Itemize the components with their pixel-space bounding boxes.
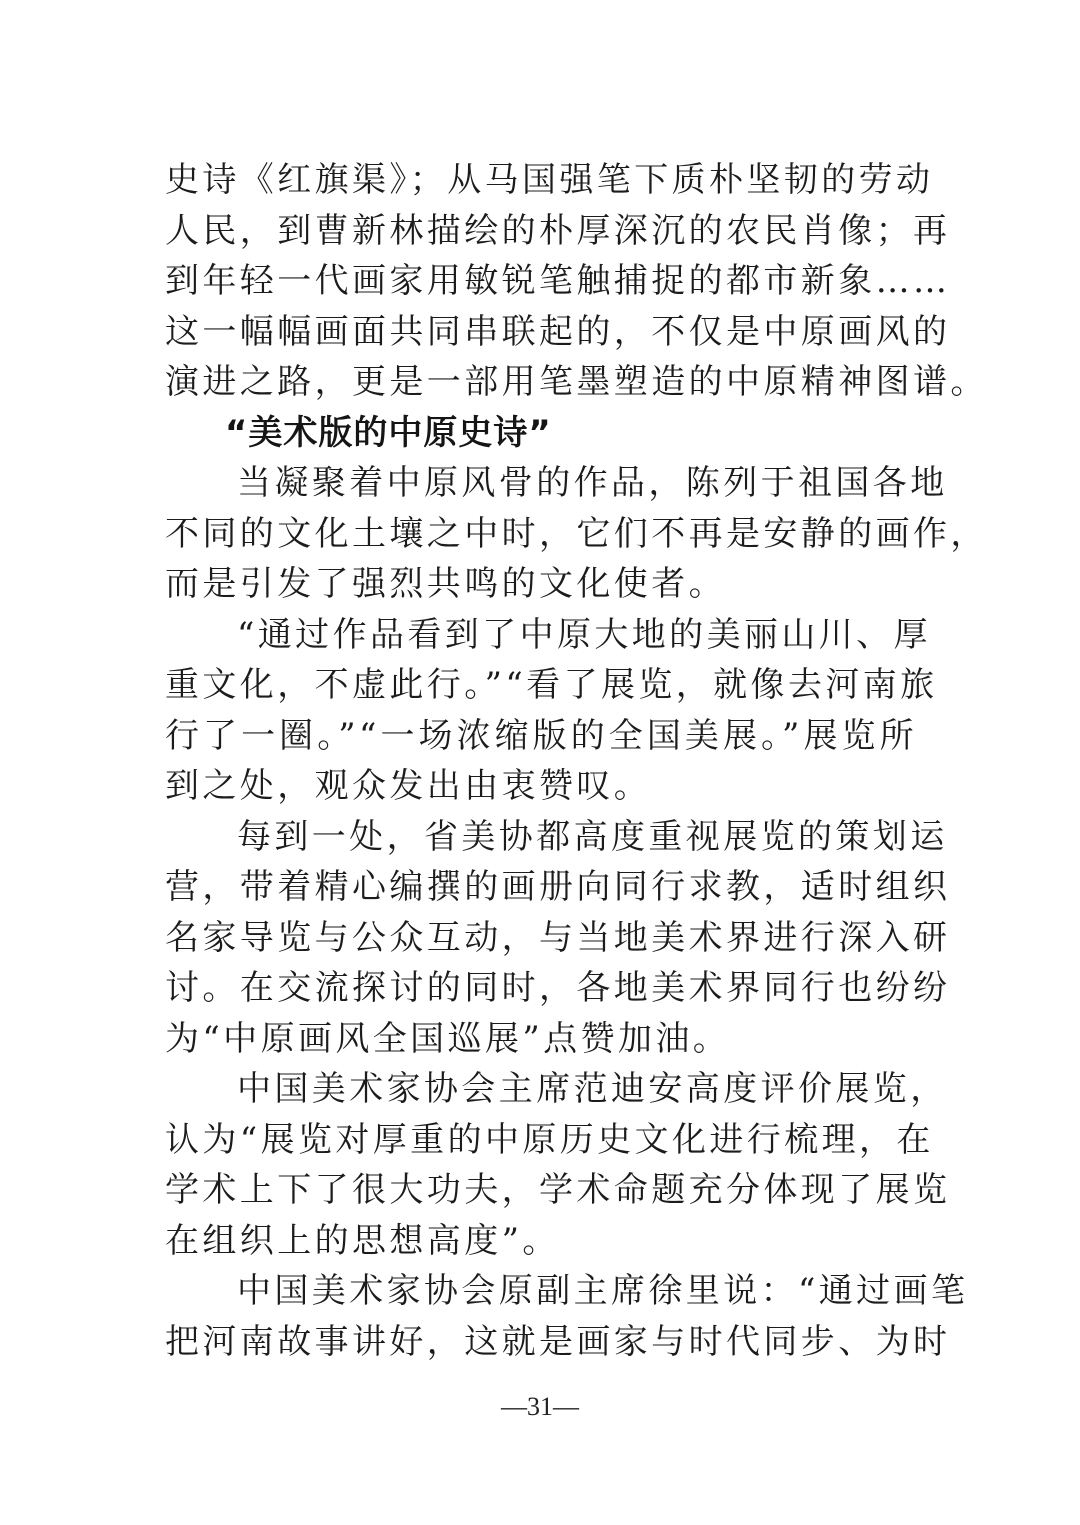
section-heading: “美术版的中原史诗” (225, 412, 552, 453)
paragraph (165, 1064, 951, 1266)
text-line: 当凝聚着中原风骨的作品，陈列于祖国各地 (237, 463, 948, 503)
text-line: 到之处，观众发出由衷赞叹。 (165, 766, 652, 806)
text-line: 重文化，不虚此行。”“看了展览，就像去河南旅 (165, 665, 938, 705)
paragraph (165, 458, 988, 610)
paragraph (165, 812, 951, 1065)
text-line: 认为“展览对厚重的中原历史文化进行梳理，在 (165, 1119, 934, 1160)
text-line: 在组织上的思想高度”。 (165, 1220, 560, 1261)
page-number: —31— (501, 1392, 579, 1421)
text-line: 名家导览与公众互动，与当地美术界进行深入研 (165, 917, 951, 958)
paragraph (165, 610, 938, 812)
text-line: 学术上下了很大功夫，学术命题充分体现了展览 (165, 1170, 951, 1210)
paragraph (165, 1266, 969, 1367)
text-line: 到年轻一代画家用敏锐笔触捕捉的都市新象…… (165, 261, 951, 301)
text-line: “通过作品看到了中原大地的美丽山川、厚 (237, 614, 931, 655)
text-line: 这一幅幅画面共同串联起的，不仅是中原画风的 (165, 311, 951, 352)
text-line: 中国美术家协会原副主席徐里说：“通过画笔 (237, 1271, 969, 1311)
text-line: 讨。在交流探讨的同时，各地美术界同行也纷纷 (165, 968, 951, 1008)
text-line: 中国美术家协会主席范迪安高度评价展览， (237, 1069, 948, 1109)
text-line: 而是引发了强烈共鸣的文化使者。 (165, 564, 726, 604)
document-body (165, 155, 988, 1367)
text-line: 为“中原画风全国巡展”点赞加油。 (165, 1018, 731, 1059)
text-line: 不同的文化土壤之中时，它们不再是安静的画作， (165, 513, 988, 554)
text-line: 营，带着精心编撰的画册向同行求教，适时组织 (165, 867, 951, 907)
text-line: 行了一圈。”“一场浓缩版的全国美展。”展览所 (165, 715, 917, 756)
text-line: 人民，到曹新林描绘的朴厚深沉的农民肖像；再 (165, 210, 951, 251)
paragraph-continuation (165, 155, 988, 408)
text-line: 每到一处，省美协都高度重视展览的策划运 (237, 816, 948, 857)
text-line: 史诗《红旗渠》；从马国强笔下质朴坚韧的劳动 (165, 160, 934, 200)
text-line: 演进之路，更是一部用笔墨塑造的中原精神图谱。 (165, 362, 988, 402)
text-line: 把河南故事讲好，这就是画家与时代同步、为时 (165, 1321, 951, 1362)
